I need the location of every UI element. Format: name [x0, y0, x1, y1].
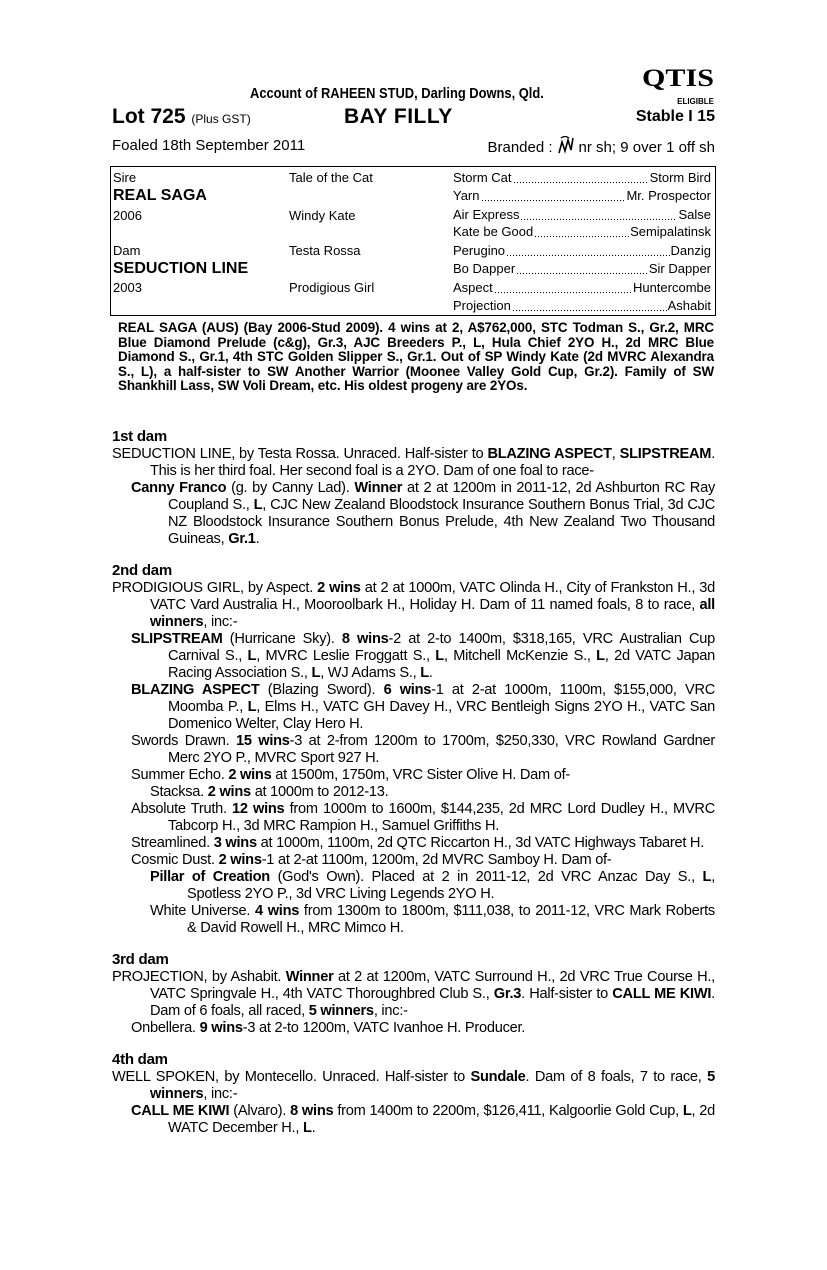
great-grandparent-name: Aspect	[453, 280, 493, 295]
dam-year: 2003	[113, 280, 142, 295]
sire-name: REAL SAGA	[113, 187, 207, 204]
brand-mark-icon	[556, 134, 576, 156]
dot-leader	[481, 188, 626, 203]
entry-text: from 1300m to 1800m, $111,038, to 2011-12, VRC Mark Roberts & David Rowell H., MRC Mimco H.	[187, 903, 715, 936]
entry-text: Cosmic Dust.	[131, 852, 219, 868]
entry-text: , CJC New Zealand Bloodstock Insurance Southern Bonus Trial, 3d CJC NZ Bloodstock Insurance Southern Bonus Prelude, 4th New Zealand Two Thousand Guineas,	[168, 497, 715, 547]
entry-text: , inc:-	[203, 614, 238, 630]
bold-text: 2 wins	[218, 852, 262, 868]
entry-text: WELL SPOKEN, by Montecello. Unraced. Half-sister to	[112, 1069, 471, 1085]
dot-leader	[506, 243, 669, 258]
dam-label: Dam	[113, 243, 141, 258]
entry-text: . Dam of 6 foals, all raced,	[150, 986, 715, 1019]
entry-text: at 2 at 1200m in 2011-12, 2d Ashburton RC Ray Coupland S.,	[168, 480, 716, 513]
great-grandparent-sire: Huntercombe	[632, 280, 711, 295]
entry-text: from 1400m to 2200m, $126,411, Kalgoorlie Gold Cup,	[333, 1103, 683, 1119]
bold-text: CALL ME KIWI	[612, 986, 712, 1002]
dam-section	[112, 428, 715, 548]
horse-title: BAY FILLY	[344, 105, 453, 128]
entry-text: . Dam of 8 foals, 7 to race,	[525, 1069, 708, 1085]
bold-text: SLIPSTREAM	[131, 631, 223, 647]
entry-text: PRODIGIOUS GIRL, by Aspect.	[112, 580, 318, 596]
bold-text: 9 wins	[199, 1020, 243, 1036]
entry-text: -3 at 2-to 1200m, VATC Ivanhoe H. Producer.	[242, 1020, 526, 1036]
pedigree-entry	[112, 1069, 715, 1103]
entry-text: Streamlined.	[131, 835, 214, 851]
lot-label: Lot 725	[112, 105, 186, 128]
bold-text: Sundale	[470, 1069, 526, 1085]
entry-text: -3 at 2-from 1200m to 1700m, $250,330, VRC Rowland Gardner Merc 2YO P., MVRC Sport 927 H.	[168, 733, 715, 766]
bold-text: 8 wins	[341, 631, 389, 647]
great-grandparent-row	[453, 280, 711, 295]
section-heading: 4th dam	[112, 1051, 168, 1068]
bold-text: 12 wins	[232, 801, 285, 817]
logo-sub-text: ELIGIBLE	[677, 97, 714, 106]
great-grandparent-row	[453, 298, 711, 313]
pedigree-entry	[112, 835, 715, 852]
bold-text: L	[420, 665, 429, 681]
section-heading: 1st dam	[112, 428, 167, 445]
bold-text: BLAZING ASPECT	[131, 682, 260, 698]
entry-text: at 2 at 1000m, VATC Olinda H., City of Frankston H., 3d VATC Vard Australia H., Mooroolbark H., Holiday H. Dam of 11 named foals, 8 to race,	[150, 580, 715, 613]
pedigree-entry	[112, 631, 715, 682]
dot-leader	[520, 207, 677, 222]
bold-text: CALL ME KIWI	[131, 1103, 230, 1119]
pedigree-entry	[112, 1103, 715, 1137]
bold-text: L	[596, 648, 605, 664]
great-grandparent-sire: Semipalatinsk	[630, 224, 711, 239]
sire-label: Sire	[113, 170, 137, 185]
entry-text: Summer Echo.	[131, 767, 229, 783]
entry-text: at 1500m, 1750m, VRC Sister Olive H. Dam of-	[271, 767, 571, 783]
pedigree-entry	[112, 801, 715, 835]
pedigree-entry	[112, 446, 715, 480]
plus-gst-note: (Plus GST)	[191, 112, 251, 126]
grandsire-paternal: Tale of the Cat	[289, 170, 373, 185]
bold-text: Gr.3	[493, 986, 522, 1002]
entry-text: from 1000m to 1600m, $144,235, 2d MRC Lord Dudley H., MVRC Tabcorp H., 3d MRC Rampion H., Samuel Griffiths H.	[168, 801, 716, 834]
entry-text: (g. by Canny Lad).	[226, 480, 355, 496]
entry-text: White Universe.	[150, 903, 256, 919]
dot-leader	[534, 224, 629, 239]
bold-text: Winner	[285, 969, 334, 985]
qtis-eligible-logo	[640, 64, 716, 106]
entry-text: . Half-sister to	[521, 986, 613, 1002]
bold-text: SLIPSTREAM	[619, 446, 712, 462]
bold-text: L	[435, 648, 444, 664]
bold-text: Winner	[354, 480, 403, 496]
lot-number	[112, 105, 251, 129]
bold-text: Canny Franco	[131, 480, 227, 496]
foaled-date: Foaled 18th September 2011	[112, 137, 306, 154]
bold-text: L	[253, 497, 263, 513]
great-grandparent-sire: Salse	[678, 207, 711, 222]
great-grandparent-name: Bo Dapper	[453, 261, 516, 276]
dot-leader	[516, 261, 648, 276]
branded-info	[487, 134, 715, 156]
pedigree-entry	[112, 903, 715, 937]
bold-text: L	[702, 869, 712, 885]
great-grandparent-row	[453, 224, 711, 239]
great-grandparent-sire: Danzig	[670, 243, 711, 258]
granddam-paternal: Windy Kate	[289, 208, 356, 223]
granddam-maternal: Prodigious Girl	[289, 280, 375, 295]
entry-text: .	[255, 531, 260, 547]
bold-text: L	[311, 665, 321, 681]
entry-text: (Alvaro).	[229, 1103, 291, 1119]
entry-text: at 1000m to 2012-13.	[250, 784, 389, 800]
dot-leader	[494, 280, 632, 295]
pedigree-entry	[112, 480, 715, 548]
dam-name: SEDUCTION LINE	[113, 260, 249, 277]
entry-text: , Elms H., VATC GH Davey H., VRC Bentleigh Signs 2YO H., VATC San Domenico Welter, Clay Hero H.	[168, 699, 715, 732]
dam-section	[112, 1051, 715, 1137]
bold-text: L	[247, 648, 257, 664]
bold-text: 15 wins	[235, 733, 290, 749]
entry-text: , inc:-	[203, 1086, 238, 1102]
bold-text: 6 wins	[383, 682, 432, 698]
great-grandparent-name: Projection	[453, 298, 511, 313]
pedigree-entry	[112, 767, 715, 784]
stable-number: Stable I 15	[635, 108, 715, 125]
great-grandparent-row	[453, 207, 711, 222]
vendor-account: Account of RAHEEN STUD, Darling Downs, Qld.	[250, 85, 544, 102]
entry-text: Absolute Truth.	[131, 801, 233, 817]
grandsire-maternal: Testa Rossa	[289, 243, 361, 258]
bold-text: 8 wins	[290, 1103, 334, 1119]
entry-text: ,	[611, 446, 620, 462]
entry-text: , Mitchell McKenzie S.,	[443, 648, 597, 664]
bold-text: 5 winners	[308, 1003, 374, 1019]
dot-leader	[512, 298, 667, 313]
logo-main-text: QTIS	[642, 65, 714, 92]
bold-text: Gr.1	[228, 531, 256, 547]
entry-text: .	[311, 1120, 316, 1136]
bold-text: Pillar of Creation	[150, 869, 270, 885]
entry-text: at 1000m, 1100m, 2d QTC Riccarton H., 3d VATC Highways Tabaret H.	[256, 835, 705, 851]
dam-line-sections	[112, 428, 715, 1151]
great-grandparent-sire: Storm Bird	[649, 170, 711, 185]
section-heading: 2nd dam	[112, 562, 172, 579]
entry-text: SEDUCTION LINE, by Testa Rossa. Unraced. Half-sister to	[112, 446, 488, 462]
pedigree-entry	[112, 869, 715, 903]
entry-text: (Blazing Sword).	[259, 682, 384, 698]
bold-text: all winners	[150, 597, 715, 630]
pedigree-entry	[112, 784, 715, 801]
great-grandparent-row	[453, 170, 711, 185]
pedigree-entry	[112, 580, 715, 631]
entry-text: PROJECTION, by Ashabit.	[112, 969, 286, 985]
entry-text: -2 at 2-to 1400m, $318,165, VRC Australian Cup Carnival S.,	[168, 631, 716, 664]
bold-text: 2 wins	[228, 767, 272, 783]
pedigree-entry	[112, 1020, 715, 1037]
pedigree-entry	[112, 733, 715, 767]
pedigree-table	[110, 166, 716, 316]
sire-year: 2006	[113, 208, 142, 223]
entry-text: .	[428, 665, 433, 681]
branded-label: Branded :	[487, 139, 553, 156]
sire-summary: REAL SAGA (AUS) (Bay 2006-Stud 2009). 4 wins at 2, A$762,000, STC Todman S., Gr.2, MRC Blue Diamond Prelude (c&g), Gr.3, AJC Breeders P., L, Hula Chief 2YO H., 2d MRC Blue Diamond S., Gr.1, 4th STC Golden Slipper S., Gr.1. Out of SP Windy Kate (2d MVRC Alexandra S., L), a half-sister to SW Another Warrior (Moonee Valley Gold Cup, Gr.2). Family of SW Shankhill Lass, SW Voli Dream, etc. His oldest progeny are 2YOs.	[118, 320, 714, 394]
pedigree-entry	[112, 682, 715, 733]
branded-text: nr sh; 9 over 1 off sh	[578, 139, 715, 156]
section-heading: 3rd dam	[112, 951, 169, 968]
great-grandparent-sire: Mr. Prospector	[626, 188, 711, 203]
pedigree-entry	[112, 969, 715, 1020]
entry-text: , 2d VATC Japan Racing Association S.,	[168, 648, 715, 681]
great-grandparent-name: Perugino	[453, 243, 506, 258]
bold-text: L	[247, 699, 257, 715]
great-grandparent-row	[453, 188, 711, 203]
entry-text: , inc:-	[373, 1003, 408, 1019]
entry-text: Swords Drawn.	[131, 733, 236, 749]
great-grandparent-name: Yarn	[453, 188, 480, 203]
entry-text: Onbellera.	[131, 1020, 200, 1036]
entry-text: . This is her third foal. Her second foal is a 2YO. Dam of one foal to race-	[150, 446, 716, 479]
entry-text: -1 at 2-at 1000m, 1100m, $155,000, VRC Moomba P.,	[168, 682, 716, 715]
entry-text: (God's Own). Placed at 2 in 2011-12, 2d VRC Anzac Day S.,	[269, 869, 703, 885]
entry-text: Stacksa.	[150, 784, 208, 800]
bold-text: 4 wins	[255, 903, 300, 919]
entry-text: , 2d WATC December H.,	[168, 1103, 716, 1136]
entry-text: , MVRC Leslie Froggatt S.,	[256, 648, 436, 664]
dam-section	[112, 951, 715, 1037]
great-grandparent-sire: Sir Dapper	[648, 261, 711, 276]
entry-text: -1 at 2-at 1100m, 1200m, 2d MVRC Samboy H. Dam of-	[261, 852, 612, 868]
bold-text: BLAZING ASPECT	[487, 446, 612, 462]
dot-leader	[513, 170, 649, 185]
great-grandparent-row	[453, 243, 711, 258]
entry-text: at 2 at 1200m, VATC Surround H., 2d VRC True Course H., VATC Springvale H., 4th VATC Thoroughbred Club S.,	[150, 969, 715, 1002]
bold-text: 5 winners	[150, 1069, 715, 1102]
entry-text: , Spotless 2YO P., 3d VRC Living Legends 2YO H.	[187, 869, 715, 902]
entry-text: (Hurricane Sky).	[222, 631, 342, 647]
great-grandparent-sire: Ashabit	[667, 298, 711, 313]
great-grandparent-name: Kate be Good	[453, 224, 534, 239]
bold-text: L	[302, 1120, 312, 1136]
bold-text: 2 wins	[317, 580, 361, 596]
entry-text: , WJ Adams S.,	[320, 665, 421, 681]
great-grandparent-row	[453, 261, 711, 276]
great-grandparent-name: Storm Cat	[453, 170, 512, 185]
pedigree-entry	[112, 852, 715, 869]
great-grandparent-name: Air Express	[453, 207, 520, 222]
bold-text: 2 wins	[207, 784, 251, 800]
bold-text: L	[682, 1103, 692, 1119]
bold-text: 3 wins	[213, 835, 257, 851]
dam-section	[112, 562, 715, 937]
